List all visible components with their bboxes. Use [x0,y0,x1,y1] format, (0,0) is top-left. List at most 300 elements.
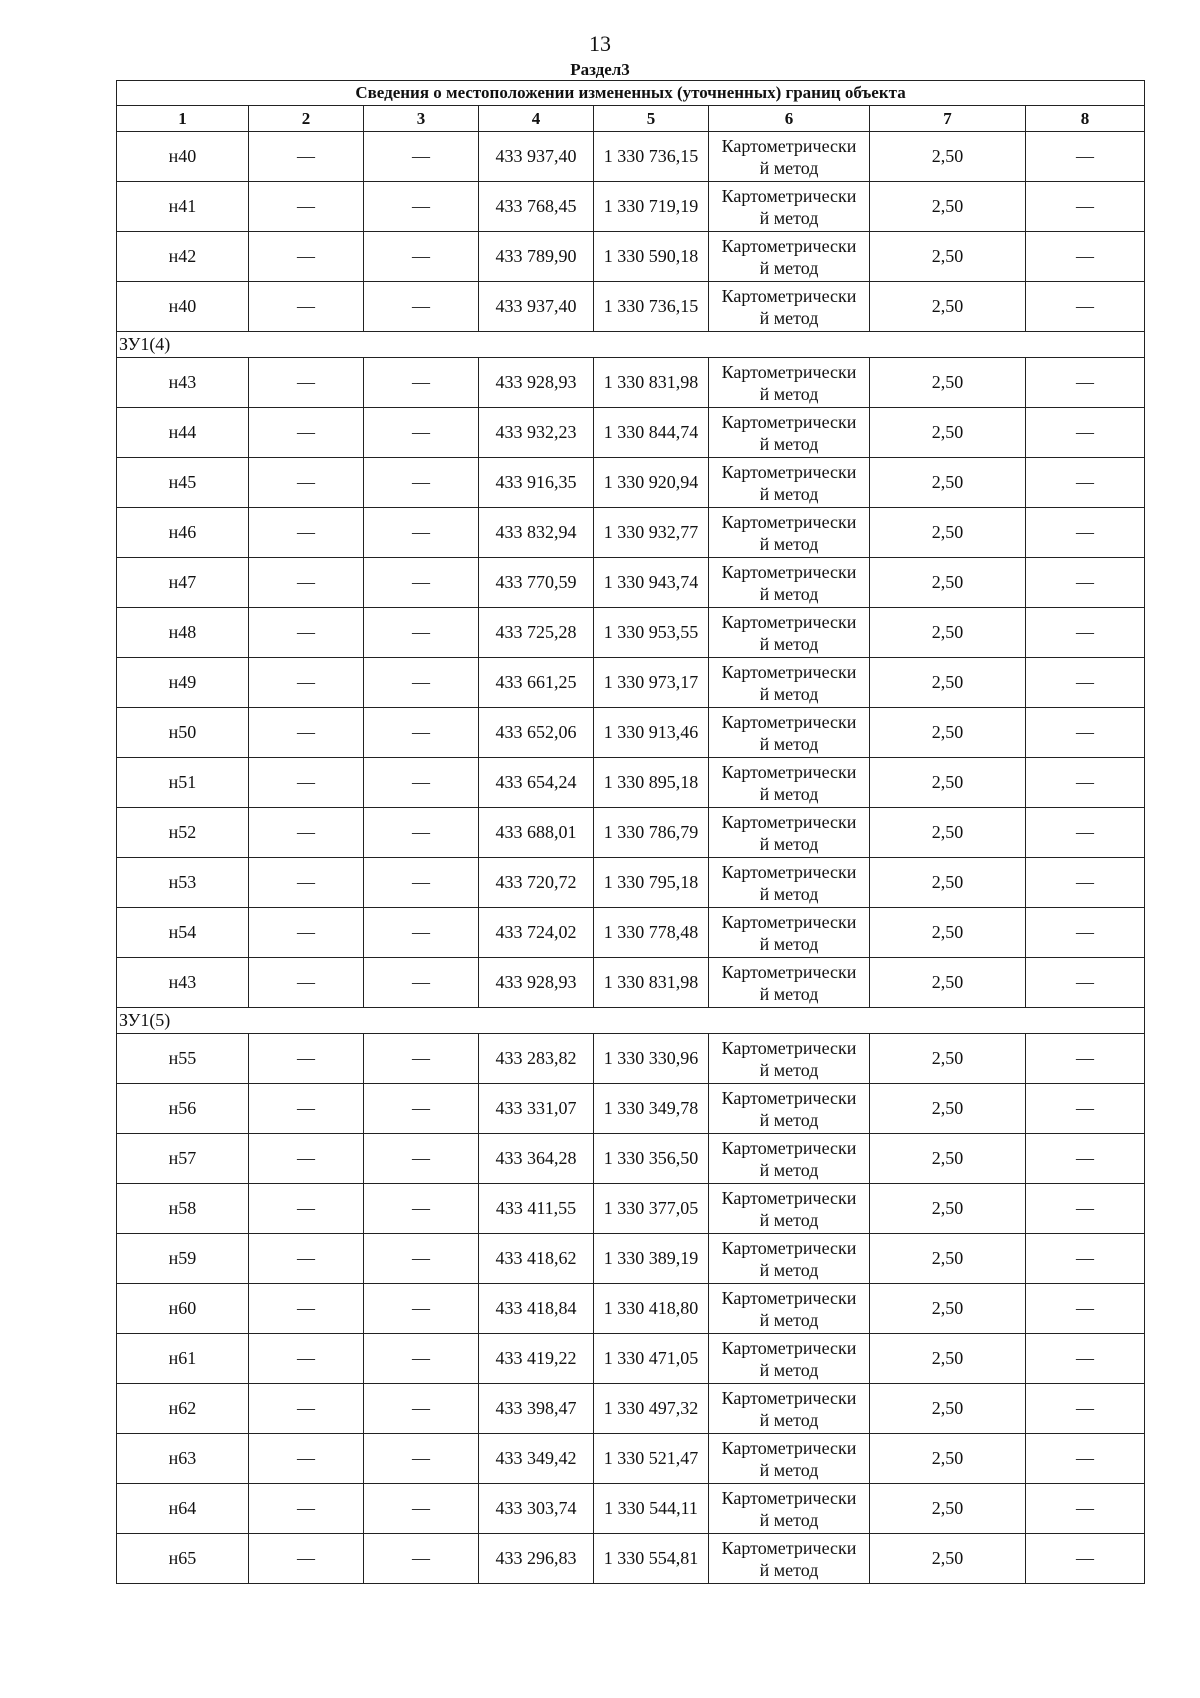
table-row [117,408,1145,458]
y-coordinate-cell: 1 330 590,18 [594,232,709,282]
col8-cell: — [1026,808,1145,858]
col2-cell: — [249,1234,364,1284]
method-cell [709,758,870,808]
table-row [117,758,1145,808]
method-line: Картометрически [721,1137,857,1158]
col8-cell: — [1026,1334,1145,1384]
table-row [117,1084,1145,1134]
point-id-cell: н40 [117,132,249,182]
col8-cell: — [1026,558,1145,608]
method-cell [709,1384,870,1434]
method-line: Картометрически [721,235,857,256]
method-line: Картометрически [721,1337,857,1358]
method-line: Картометрически [721,1037,857,1058]
section-title: Раздел3 [570,60,630,79]
point-id-cell: н64 [117,1484,249,1534]
y-coordinate-cell: 1 330 736,15 [594,132,709,182]
accuracy-cell: 2,50 [870,1534,1026,1584]
table-row [117,1334,1145,1384]
y-coordinate-cell: 1 330 973,17 [594,658,709,708]
method-cell [709,232,870,282]
method-cell [709,358,870,408]
group-row [117,1008,1145,1034]
point-id-cell: н43 [117,958,249,1008]
column-number: 3 [364,106,479,132]
x-coordinate-cell: 433 303,74 [479,1484,594,1534]
method-line: й метод [759,1359,819,1380]
x-coordinate-cell: 433 928,93 [479,958,594,1008]
method-line: Картометрически [721,1087,857,1108]
point-id-cell: н44 [117,408,249,458]
y-coordinate-cell: 1 330 943,74 [594,558,709,608]
col8-cell: — [1026,758,1145,808]
col3-cell: — [364,858,479,908]
method-line: й метод [759,783,819,804]
table-row [117,1134,1145,1184]
method-cell [709,1484,870,1534]
method-cell [709,908,870,958]
point-id-cell: н61 [117,1334,249,1384]
group-row [117,332,1145,358]
table-row [117,958,1145,1008]
accuracy-cell: 2,50 [870,958,1026,1008]
method-line: й метод [759,1159,819,1180]
y-coordinate-cell: 1 330 831,98 [594,958,709,1008]
method-cell [709,958,870,1008]
column-number-row [117,106,1145,132]
col2-cell: — [249,1034,364,1084]
accuracy-cell: 2,50 [870,1084,1026,1134]
table-row [117,1534,1145,1584]
y-coordinate-cell: 1 330 913,46 [594,708,709,758]
page-number: 13 [589,31,611,56]
col3-cell: — [364,558,479,608]
col2-cell: — [249,608,364,658]
method-line: Картометрически [721,861,857,882]
col2-cell: — [249,458,364,508]
col8-cell: — [1026,1234,1145,1284]
method-line: й метод [759,833,819,854]
column-number: 5 [594,106,709,132]
col3-cell: — [364,1034,479,1084]
method-line: Картометрически [721,1387,857,1408]
point-id-cell: н59 [117,1234,249,1284]
y-coordinate-cell: 1 330 736,15 [594,282,709,332]
method-cell [709,658,870,708]
point-id-cell: н42 [117,232,249,282]
col8-cell: — [1026,1384,1145,1434]
col2-cell: — [249,908,364,958]
col3-cell: — [364,958,479,1008]
accuracy-cell: 2,50 [870,182,1026,232]
col2-cell: — [249,558,364,608]
accuracy-cell: 2,50 [870,1134,1026,1184]
x-coordinate-cell: 433 937,40 [479,132,594,182]
col8-cell: — [1026,182,1145,232]
col2-cell: — [249,808,364,858]
col2-cell: — [249,182,364,232]
coordinates-table [116,80,1145,1584]
method-line: Картометрически [721,1487,857,1508]
method-line: й метод [759,307,819,328]
method-line: Картометрически [721,135,857,156]
accuracy-cell: 2,50 [870,1234,1026,1284]
col3-cell: — [364,1234,479,1284]
col2-cell: — [249,1384,364,1434]
col2-cell: — [249,408,364,458]
col2-cell: — [249,658,364,708]
col8-cell: — [1026,1434,1145,1484]
y-coordinate-cell: 1 330 786,79 [594,808,709,858]
method-line: й метод [759,533,819,554]
x-coordinate-cell: 433 419,22 [479,1334,594,1384]
point-id-cell: н41 [117,182,249,232]
accuracy-cell: 2,50 [870,358,1026,408]
point-id-cell: н50 [117,708,249,758]
method-cell [709,458,870,508]
method-line: Картометрически [721,361,857,382]
y-coordinate-cell: 1 330 356,50 [594,1134,709,1184]
method-line: Картометрически [721,411,857,432]
col2-cell: — [249,1084,364,1134]
col2-cell: — [249,1334,364,1384]
method-line: Картометрически [721,185,857,206]
y-coordinate-cell: 1 330 377,05 [594,1184,709,1234]
col3-cell: — [364,1134,479,1184]
method-cell [709,508,870,558]
table-row [117,132,1145,182]
col2-cell: — [249,758,364,808]
column-number: 6 [709,106,870,132]
col2-cell: — [249,1184,364,1234]
accuracy-cell: 2,50 [870,1034,1026,1084]
point-id-cell: н56 [117,1084,249,1134]
y-coordinate-cell: 1 330 554,81 [594,1534,709,1584]
col8-cell: — [1026,1534,1145,1584]
table-row [117,182,1145,232]
method-line: й метод [759,633,819,654]
method-cell [709,1534,870,1584]
method-cell [709,1084,870,1134]
table-row [117,358,1145,408]
col8-cell: — [1026,1034,1145,1084]
x-coordinate-cell: 433 418,84 [479,1284,594,1334]
point-id-cell: н48 [117,608,249,658]
table-row [117,1434,1145,1484]
method-line: й метод [759,157,819,178]
point-id-cell: н62 [117,1384,249,1434]
col8-cell: — [1026,608,1145,658]
accuracy-cell: 2,50 [870,1284,1026,1334]
y-coordinate-cell: 1 330 349,78 [594,1084,709,1134]
col3-cell: — [364,1284,479,1334]
y-coordinate-cell: 1 330 544,11 [594,1484,709,1534]
col3-cell: — [364,1384,479,1434]
col8-cell: — [1026,1184,1145,1234]
method-cell [709,808,870,858]
point-id-cell: н45 [117,458,249,508]
col2-cell: — [249,508,364,558]
method-line: Картометрически [721,761,857,782]
point-id-cell: н52 [117,808,249,858]
col3-cell: — [364,182,479,232]
x-coordinate-cell: 433 283,82 [479,1034,594,1084]
point-id-cell: н55 [117,1034,249,1084]
method-cell [709,1134,870,1184]
y-coordinate-cell: 1 330 778,48 [594,908,709,958]
col8-cell: — [1026,282,1145,332]
method-line: Картометрически [721,661,857,682]
method-line: й метод [759,1559,819,1580]
method-cell [709,558,870,608]
column-number: 1 [117,106,249,132]
col2-cell: — [249,1134,364,1184]
col3-cell: — [364,1484,479,1534]
point-id-cell: н54 [117,908,249,958]
column-number: 8 [1026,106,1145,132]
table-body [117,132,1145,1584]
accuracy-cell: 2,50 [870,708,1026,758]
y-coordinate-cell: 1 330 895,18 [594,758,709,808]
col3-cell: — [364,1534,479,1584]
col2-cell: — [249,132,364,182]
col2-cell: — [249,1434,364,1484]
accuracy-cell: 2,50 [870,608,1026,658]
point-id-cell: н46 [117,508,249,558]
y-coordinate-cell: 1 330 418,80 [594,1284,709,1334]
table-row [117,808,1145,858]
method-cell [709,282,870,332]
method-line: Картометрически [721,961,857,982]
x-coordinate-cell: 433 688,01 [479,808,594,858]
point-id-cell: н49 [117,658,249,708]
x-coordinate-cell: 433 652,06 [479,708,594,758]
method-cell [709,1434,870,1484]
x-coordinate-cell: 433 398,47 [479,1384,594,1434]
table-row [117,232,1145,282]
method-line: й метод [759,1259,819,1280]
y-coordinate-cell: 1 330 831,98 [594,358,709,408]
x-coordinate-cell: 433 937,40 [479,282,594,332]
table-row [117,458,1145,508]
x-coordinate-cell: 433 418,62 [479,1234,594,1284]
table-row [117,282,1145,332]
table-row [117,1284,1145,1334]
col3-cell: — [364,758,479,808]
x-coordinate-cell: 433 725,28 [479,608,594,658]
y-coordinate-cell: 1 330 719,19 [594,182,709,232]
col2-cell: — [249,1484,364,1534]
method-line: Картометрически [721,511,857,532]
method-line: й метод [759,1109,819,1130]
accuracy-cell: 2,50 [870,1184,1026,1234]
col8-cell: — [1026,508,1145,558]
point-id-cell: н53 [117,858,249,908]
method-cell [709,408,870,458]
accuracy-cell: 2,50 [870,408,1026,458]
col3-cell: — [364,132,479,182]
col3-cell: — [364,1434,479,1484]
y-coordinate-cell: 1 330 953,55 [594,608,709,658]
col3-cell: — [364,282,479,332]
y-coordinate-cell: 1 330 330,96 [594,1034,709,1084]
table-row [117,1384,1145,1434]
x-coordinate-cell: 433 770,59 [479,558,594,608]
x-coordinate-cell: 433 724,02 [479,908,594,958]
method-line: Картометрически [721,285,857,306]
x-coordinate-cell: 433 654,24 [479,758,594,808]
col8-cell: — [1026,908,1145,958]
method-line: й метод [759,207,819,228]
point-id-cell: н60 [117,1284,249,1334]
y-coordinate-cell: 1 330 471,05 [594,1334,709,1384]
col2-cell: — [249,708,364,758]
accuracy-cell: 2,50 [870,132,1026,182]
table-row [117,608,1145,658]
method-cell [709,1334,870,1384]
x-coordinate-cell: 433 720,72 [479,858,594,908]
method-line: й метод [759,1209,819,1230]
method-line: й метод [759,257,819,278]
col3-cell: — [364,908,479,958]
point-id-cell: н63 [117,1434,249,1484]
accuracy-cell: 2,50 [870,1334,1026,1384]
accuracy-cell: 2,50 [870,558,1026,608]
group-label: ЗУ1(5) [117,1008,1145,1034]
col3-cell: — [364,1184,479,1234]
accuracy-cell: 2,50 [870,282,1026,332]
table-row [117,1234,1145,1284]
method-line: Картометрически [721,1187,857,1208]
col3-cell: — [364,608,479,658]
point-id-cell: н40 [117,282,249,332]
accuracy-cell: 2,50 [870,1434,1026,1484]
col3-cell: — [364,458,479,508]
table-row [117,1184,1145,1234]
table-row [117,1484,1145,1534]
table-row [117,558,1145,608]
method-line: Картометрически [721,1237,857,1258]
method-line: Картометрически [721,561,857,582]
accuracy-cell: 2,50 [870,232,1026,282]
col3-cell: — [364,508,479,558]
col3-cell: — [364,808,479,858]
col8-cell: — [1026,458,1145,508]
method-line: Картометрически [721,461,857,482]
y-coordinate-cell: 1 330 795,18 [594,858,709,908]
point-id-cell: н58 [117,1184,249,1234]
x-coordinate-cell: 433 932,23 [479,408,594,458]
method-line: й метод [759,983,819,1004]
point-id-cell: н57 [117,1134,249,1184]
col8-cell: — [1026,408,1145,458]
method-line: й метод [759,683,819,704]
accuracy-cell: 2,50 [870,658,1026,708]
accuracy-cell: 2,50 [870,808,1026,858]
method-line: й метод [759,483,819,504]
column-number: 4 [479,106,594,132]
x-coordinate-cell: 433 768,45 [479,182,594,232]
col3-cell: — [364,232,479,282]
method-line: й метод [759,733,819,754]
method-line: й метод [759,583,819,604]
col3-cell: — [364,408,479,458]
method-line: й метод [759,1459,819,1480]
col2-cell: — [249,358,364,408]
method-cell [709,132,870,182]
method-cell [709,182,870,232]
method-cell [709,1184,870,1234]
accuracy-cell: 2,50 [870,1384,1026,1434]
method-line: Картометрически [721,1537,857,1558]
method-cell [709,1284,870,1334]
column-number: 7 [870,106,1026,132]
method-line: Картометрически [721,1287,857,1308]
method-line: й метод [759,1059,819,1080]
col2-cell: — [249,1534,364,1584]
table-row [117,908,1145,958]
method-line: й метод [759,1509,819,1530]
method-line: Картометрически [721,711,857,732]
x-coordinate-cell: 433 411,55 [479,1184,594,1234]
y-coordinate-cell: 1 330 920,94 [594,458,709,508]
method-line: й метод [759,383,819,404]
col8-cell: — [1026,132,1145,182]
col8-cell: — [1026,1084,1145,1134]
column-number: 2 [249,106,364,132]
method-cell [709,858,870,908]
method-line: й метод [759,883,819,904]
method-line: й метод [759,933,819,954]
table-caption: Сведения о местоположении измененных (уточненных) границ объекта [117,81,1145,106]
accuracy-cell: 2,50 [870,908,1026,958]
method-line: Картометрически [721,1437,857,1458]
method-cell [709,1034,870,1084]
method-line: й метод [759,1409,819,1430]
col8-cell: — [1026,858,1145,908]
point-id-cell: н43 [117,358,249,408]
method-cell [709,608,870,658]
accuracy-cell: 2,50 [870,508,1026,558]
point-id-cell: н65 [117,1534,249,1584]
accuracy-cell: 2,50 [870,1484,1026,1534]
table-row [117,508,1145,558]
col3-cell: — [364,358,479,408]
point-id-cell: н47 [117,558,249,608]
col2-cell: — [249,858,364,908]
x-coordinate-cell: 433 364,28 [479,1134,594,1184]
x-coordinate-cell: 433 832,94 [479,508,594,558]
group-label: ЗУ1(4) [117,332,1145,358]
x-coordinate-cell: 433 789,90 [479,232,594,282]
method-line: Картометрически [721,611,857,632]
point-id-cell: н51 [117,758,249,808]
x-coordinate-cell: 433 916,35 [479,458,594,508]
col8-cell: — [1026,1484,1145,1534]
col8-cell: — [1026,658,1145,708]
col2-cell: — [249,958,364,1008]
accuracy-cell: 2,50 [870,758,1026,808]
method-line: й метод [759,433,819,454]
method-line: й метод [759,1309,819,1330]
method-cell [709,1234,870,1284]
x-coordinate-cell: 433 661,25 [479,658,594,708]
method-line: Картометрически [721,911,857,932]
col8-cell: — [1026,232,1145,282]
table-row [117,858,1145,908]
y-coordinate-cell: 1 330 389,19 [594,1234,709,1284]
table-row [117,1034,1145,1084]
